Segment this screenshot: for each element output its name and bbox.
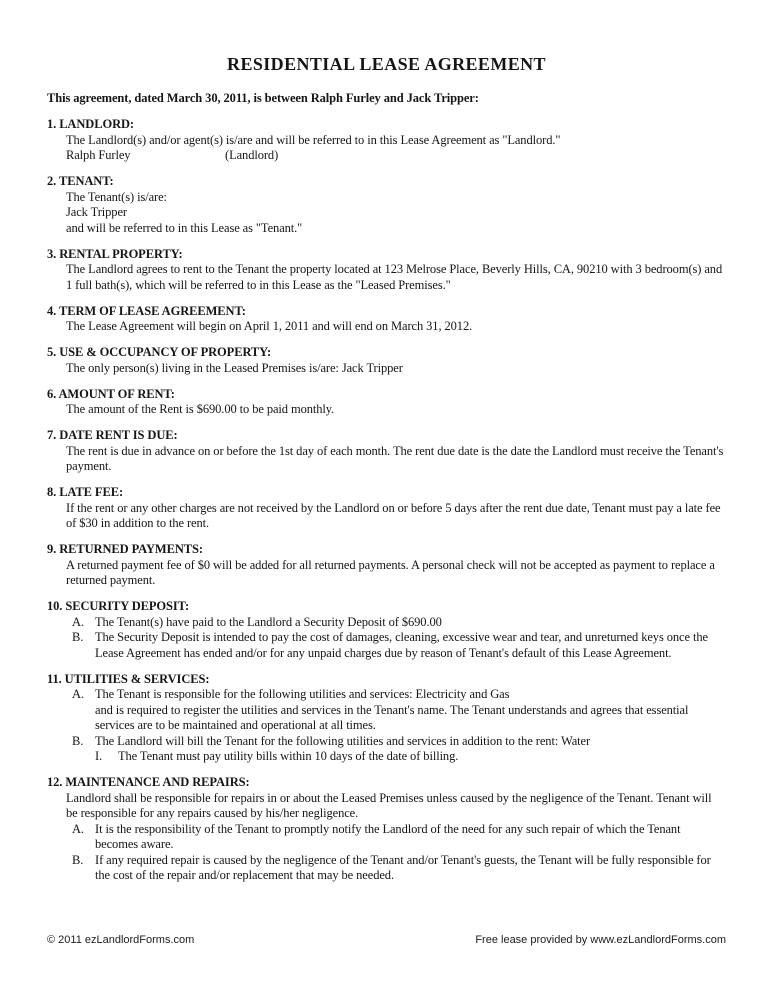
section-body [66,791,726,884]
intro-paragraph: This agreement, dated March 30, 2011, is between Ralph Furley and Jack Tripper: [47,91,479,105]
footer-provided-by: Free lease provided by www.ezLandlordForms.com [475,934,726,946]
document-title: RESIDENTIAL LEASE AGREEMENT [227,54,546,74]
paragraph: Jack Tripper [66,205,127,219]
list-item-text [95,822,726,853]
text-line: and is required to register the utilities and services in the Tenant's name. The Tenant understands and agrees that essential services are to be maintained and operational at all times. [95,702,689,732]
section-5 [47,345,726,376]
section-heading: 6. AMOUNT OF RENT: [47,386,175,401]
section-heading: 12. MAINTENANCE AND REPAIRS: [47,775,250,789]
section-heading: 10. SECURITY DEPOSIT: [47,599,190,613]
text-line: The Tenant is responsible for the following utilities and services: Electricity and Gas [95,687,510,701]
party-role-label: (Landlord) [225,148,279,162]
section-3 [47,247,726,294]
list-item-text [95,630,726,661]
list-item-label: A. [72,614,84,629]
section-body [66,319,726,335]
section-heading: 1. LANDLORD: [47,117,134,131]
section-6 [47,387,726,418]
section-heading: 5. USE & OCCUPANCY OF PROPERTY: [47,345,272,359]
paragraph: The Lease Agreement will begin on April 1, 2011 and will end on March 31, 2012. [66,319,473,333]
list-item [72,687,726,734]
list-item-text [95,734,726,750]
list-item [72,822,726,853]
footer-copyright: © 2011 ezLandlordForms.com [47,934,195,946]
section-body [66,501,726,532]
text-line: The Tenant(s) have paid to the Landlord a Security Deposit of $690.00 [95,614,442,629]
section-body [66,615,726,662]
text-line: The Tenant must pay utility bills within 10 days of the date of billing. [118,749,459,763]
section-heading: 7. DATE RENT IS DUE: [47,428,178,442]
list-item [95,749,726,765]
text-line: It is the responsibility of the Tenant to promptly notify the Landlord of the need for any such repair of which the Tenant becomes aware. [95,821,681,851]
section-4 [47,304,726,335]
section-body [66,402,726,418]
list-item [72,630,726,661]
section-body [66,262,726,293]
text-line: The Security Deposit is intended to pay the cost of damages, cleaning, excessive wear and tear, and unreturned keys once the Lease Agreement has ended and/or for any unpaid charges due by reason of Tenant's default of this Lease Agreement. [95,630,708,660]
paragraph: The Landlord agrees to rent to the Tenant the property located at 123 Melrose Place, Beverly Hills, CA, 90210 with 3 bedroom(s) and 1 full bath(s), which will be referred to in this Lease as the "Leased Premises." [66,262,723,292]
paragraph: and will be referred to in this Lease as "Tenant." [66,220,303,235]
paragraph: The Landlord(s) and/or agent(s) is/are and will be referred to in this Lease Agreement as "Landlord." [66,132,561,147]
section-heading: 8. LATE FEE: [47,485,124,499]
section-11 [47,672,726,765]
section-heading: 9. RETURNED PAYMENTS: [47,542,203,556]
footer [47,934,726,946]
list-item-text [95,853,726,884]
list-item-label: A. [72,821,84,836]
text-line: If any required repair is caused by the negligence of the Tenant and/or Tenant's guests, the Tenant will be fully responsible for the cost of the repair and/or replacement that may be needed. [95,852,711,882]
list-item-label: A. [72,687,84,701]
section-2 [47,174,726,236]
list-item [72,853,726,884]
paragraph: The only person(s) living in the Leased Premises is/are: Jack Tripper [66,360,403,375]
section-body [66,133,726,164]
paragraph: If the rent or any other charges are not received by the Landlord on or before 5 days after the rent due date, Tenant must pay a late fee of $30 in addition to the rent. [66,500,721,530]
section-12 [47,775,726,884]
list-item-label: B. [72,630,84,644]
section-9 [47,542,726,589]
paragraph: A returned payment fee of $0 will be added for all returned payments. A personal check will not be accepted as payment to replace a returned payment. [66,557,715,587]
section-heading: 11. UTILITIES & SERVICES: [47,671,210,686]
section-10 [47,599,726,661]
list-item-text [95,687,726,734]
section-heading: 3. RENTAL PROPERTY: [47,246,183,261]
name-line [66,148,726,164]
section-7 [47,428,726,475]
section-heading: 2. TENANT: [47,174,114,188]
paragraph: The Tenant(s) is/are: [66,189,167,204]
paragraph: The rent is due in advance on or before the 1st day of each month. The rent due date is the date the Landlord must receive the Tenant's payment. [66,443,724,473]
section-body [66,190,726,237]
section-1 [47,117,726,164]
list-item-label: I. [95,749,103,763]
section-body [66,687,726,765]
list-item [72,615,726,631]
section-8 [47,485,726,532]
section-heading: 4. TERM OF LEASE AGREEMENT: [47,303,246,318]
list-item-text [118,749,726,765]
section-body [66,361,726,377]
section-body [66,444,726,475]
list-item-label: B. [72,733,84,748]
section-body [66,558,726,589]
paragraph: The amount of the Rent is $690.00 to be paid monthly. [66,402,335,416]
text-line: The Landlord will bill the Tenant for the following utilities and services in addition to the rent: Water [95,733,591,748]
paragraph: Landlord shall be responsible for repairs in or about the Leased Premises unless caused by the negligence of the Tenant. Tenant will be responsible for any repairs caused by his/her negligence. [66,790,712,820]
party-name: Ralph Furley [66,148,131,162]
list-item-label: B. [72,852,84,867]
sections-container [47,117,726,884]
list-item [72,734,726,750]
list-item-text [95,615,726,631]
